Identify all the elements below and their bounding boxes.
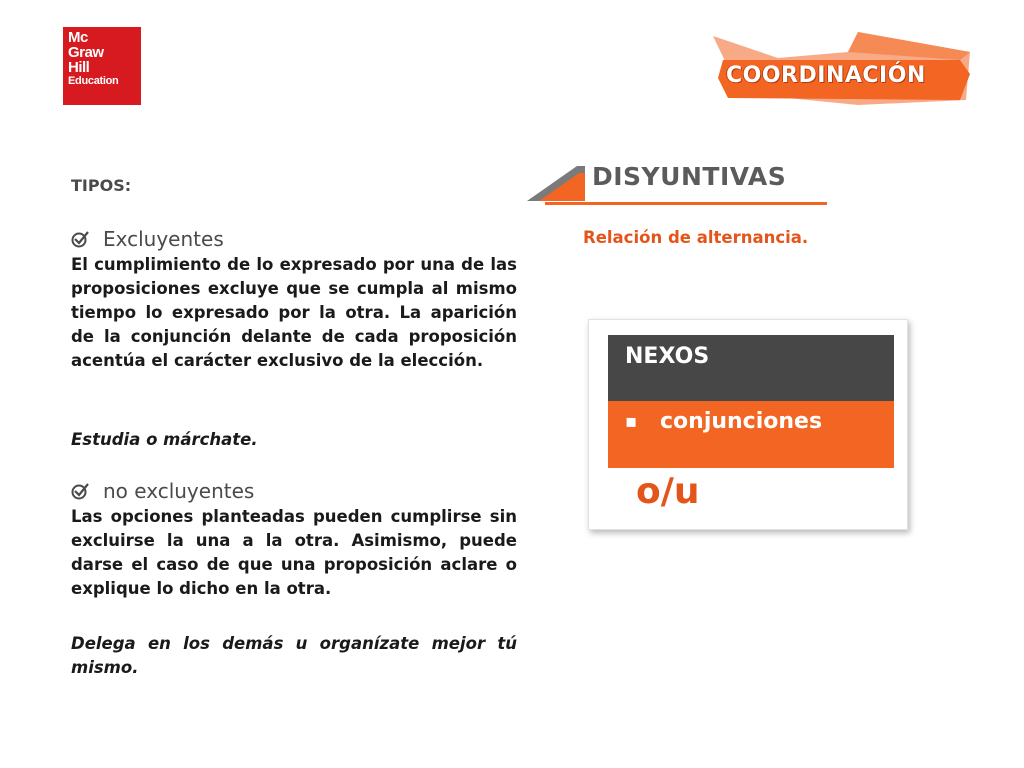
type-no-excluyentes-title: no excluyentes: [103, 479, 255, 503]
disyuntivas-arrow-icon: [527, 163, 587, 203]
title-underline: [545, 202, 827, 205]
type-excluyentes-title: Excluyentes: [103, 227, 224, 251]
nexos-item-label: conjunciones: [660, 409, 823, 434]
mcgraw-hill-logo: [63, 27, 141, 105]
logo-line-1: Mc: [68, 29, 88, 46]
nexos-item: [608, 401, 894, 468]
type-no-excluyentes-example: Delega en los demás u organízate mejor tú mismo.: [71, 634, 517, 677]
type-excluyentes-heading: [71, 227, 224, 251]
logo-line-3: Hill: [68, 59, 90, 76]
disyuntivas-subtitle: Relación de alternancia.: [583, 228, 809, 247]
types-heading: TIPOS:: [71, 176, 132, 195]
disyuntivas-title: DISYUNTIVAS: [592, 162, 787, 191]
type-no-excluyentes-description: Las opciones planteadas pueden cumplirse sin excluirse la una a la otra. Asimismo, puede darse el caso de que una proposición aclare o explique lo dicho en la otra.: [71, 507, 517, 598]
nexos-header: NEXOS: [608, 335, 894, 401]
type-excluyentes-example: Estudia o márchate.: [71, 430, 258, 449]
logo-line-4: Education: [68, 75, 119, 87]
nexos-example: o/u: [636, 471, 700, 512]
bullet-icon: ▪: [625, 411, 638, 432]
type-excluyentes-description: El cumplimiento de lo expresado por una de las proposiciones excluye que se cumpla al mismo tiempo lo expresado por la otra. La aparición de la conjunción delante de cada proposición acentúa el carácter exclusivo de la elección.: [71, 255, 517, 370]
nexos-card: [588, 319, 908, 530]
check-icon: [71, 230, 91, 248]
type-no-excluyentes-heading: [71, 479, 254, 503]
header-banner: [708, 30, 978, 112]
check-icon: [71, 482, 91, 500]
logo-line-2: Graw: [68, 44, 104, 61]
section-title: COORDINACIÓN: [726, 63, 926, 88]
